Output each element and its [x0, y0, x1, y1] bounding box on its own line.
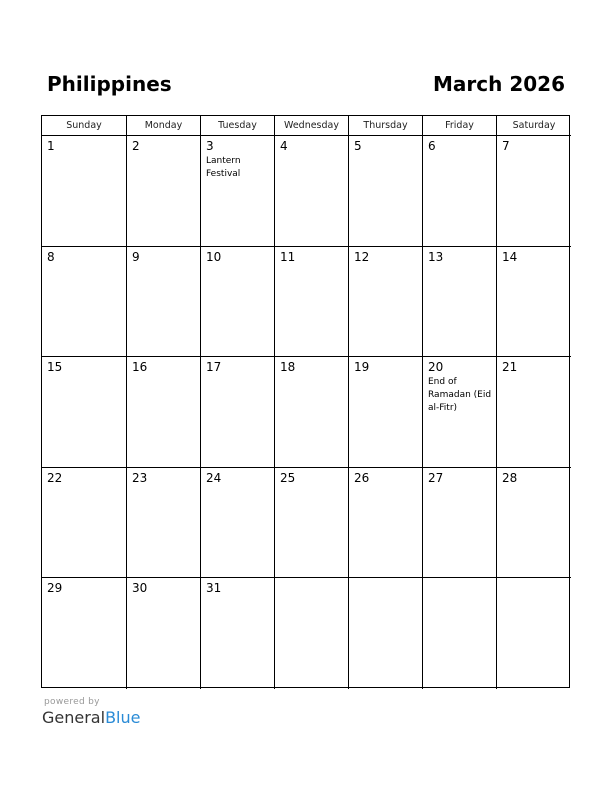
holiday-label: Lantern Festival	[206, 156, 241, 179]
day-cell	[349, 357, 423, 468]
day-cell	[127, 357, 201, 468]
day-cell	[127, 468, 201, 579]
day-cell	[275, 247, 349, 358]
day-cell	[201, 578, 275, 689]
day-number: 26	[354, 470, 370, 485]
day-number: 25	[280, 470, 296, 485]
day-number: 10	[206, 249, 222, 264]
day-number: 20	[428, 360, 444, 375]
day-number: 13	[428, 249, 444, 264]
weekday-header-thursday: Thursday	[349, 116, 423, 136]
day-cell	[127, 136, 201, 247]
weekday-header-wednesday: Wednesday	[275, 116, 349, 136]
day-number: 18	[280, 360, 296, 375]
day-number: 6	[428, 139, 436, 153]
day-number: 30	[132, 581, 148, 596]
day-number: 14	[502, 249, 518, 264]
day-cell	[423, 136, 497, 247]
day-cell	[127, 247, 201, 358]
day-cell	[42, 357, 127, 468]
month-title: March 2026	[433, 72, 565, 96]
day-number: 5	[354, 139, 362, 153]
day-cell	[275, 468, 349, 579]
day-cell	[349, 136, 423, 247]
weekday-header-sunday: Sunday	[42, 116, 127, 136]
day-cell	[201, 247, 275, 358]
day-cell	[275, 357, 349, 468]
day-cell	[497, 357, 571, 468]
weekday-header-friday: Friday	[423, 116, 497, 136]
powered-by-text: powered by	[44, 697, 100, 707]
day-number: 24	[206, 470, 222, 485]
day-number: 15	[47, 360, 63, 375]
day-number: 9	[132, 249, 140, 264]
day-number: 21	[502, 360, 518, 375]
empty-day-cell	[423, 578, 497, 689]
day-number: 4	[280, 139, 288, 153]
day-cell	[275, 136, 349, 247]
day-cell	[497, 136, 571, 247]
day-number: 17	[206, 360, 222, 375]
generalblue-logo[interactable]	[42, 708, 140, 728]
day-cell	[497, 247, 571, 358]
weekday-header-saturday: Saturday	[497, 116, 571, 136]
day-number: 22	[47, 470, 63, 485]
day-number: 1	[47, 139, 55, 153]
brand-general-text: General	[42, 708, 106, 727]
day-cell	[201, 136, 275, 247]
day-number: 23	[132, 470, 148, 485]
brand-blue-text: Blue	[105, 708, 141, 727]
day-cell	[42, 247, 127, 358]
day-cell	[423, 468, 497, 579]
day-number: 19	[354, 360, 370, 375]
day-number: 27	[428, 470, 444, 485]
day-number: 7	[502, 139, 510, 153]
day-cell	[42, 136, 127, 247]
weekday-header-monday: Monday	[127, 116, 201, 136]
day-number: 29	[47, 581, 63, 596]
day-cell	[201, 468, 275, 579]
empty-day-cell	[497, 578, 571, 689]
day-number: 11	[280, 249, 296, 264]
day-number: 31	[206, 581, 222, 596]
day-number: 28	[502, 470, 518, 485]
weekday-header-tuesday: Tuesday	[201, 116, 275, 136]
day-cell	[349, 247, 423, 358]
day-cell	[42, 468, 127, 579]
calendar-grid	[41, 115, 570, 688]
day-number: 8	[47, 249, 55, 264]
day-cell	[42, 578, 127, 689]
day-cell	[349, 468, 423, 579]
empty-day-cell	[275, 578, 349, 689]
holiday-label: End of Ramadan (Eid al-Fitr)	[428, 377, 492, 414]
day-cell	[127, 578, 201, 689]
day-cell	[201, 357, 275, 468]
day-number: 16	[132, 360, 148, 375]
country-title: Philippines	[47, 72, 172, 96]
empty-day-cell	[349, 578, 423, 689]
day-cell	[497, 468, 571, 579]
day-cell	[423, 357, 497, 468]
day-cell	[423, 247, 497, 358]
day-number: 2	[132, 139, 140, 153]
day-number: 3	[206, 139, 214, 153]
day-number: 12	[354, 249, 370, 264]
